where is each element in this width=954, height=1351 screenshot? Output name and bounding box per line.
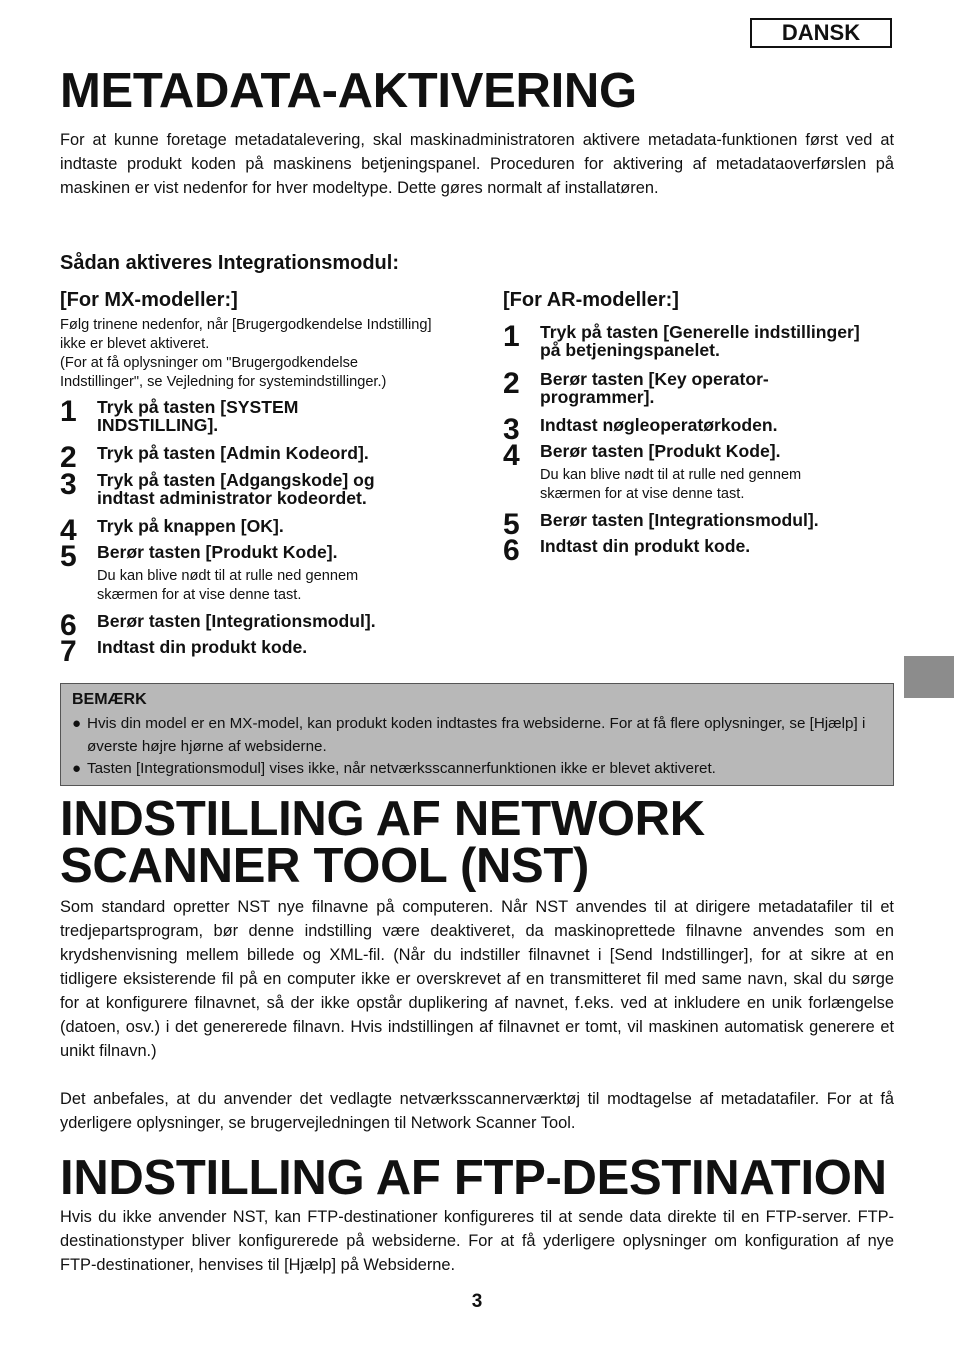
note-bullet-text: Tasten [Integrationsmodul] vises ikke, når netværksscannerfunktionen ikke er blevet aktiveret. xyxy=(87,760,716,777)
step-number: 2 xyxy=(503,367,520,400)
step-text: Berør tasten [Produkt Kode]. xyxy=(97,542,338,562)
step-number: 3 xyxy=(60,468,77,501)
page-number: 3 xyxy=(471,1291,483,1312)
step-text: Indtast nøgleoperatørkoden. xyxy=(540,415,778,435)
step-subnote: Du kan blive nødt til at rulle ned gennem skærmen for at vise denne tast. xyxy=(540,467,802,502)
step-text: Tryk på knappen [OK]. xyxy=(97,516,284,536)
step-text: Berør tasten [Integrationsmodul]. xyxy=(97,611,376,631)
note-title: BEMÆRK xyxy=(72,691,147,708)
step-number: 5 xyxy=(60,540,77,573)
step-number: 4 xyxy=(60,514,77,547)
step-number: 2 xyxy=(60,441,77,474)
note-bullet-text: Hvis din model er en MX-model, kan produkt koden indtastes fra websiderne. For at få flere oplysninger, se [Hjælp] i øverste højre hjørne af websiderne. xyxy=(87,715,866,755)
mx-note: Følg trinene nedenfor, når [Brugergodkendelse Indstilling] ikke er blevet aktiveret. (For at få oplysninger om "Brugergodkendelse Indstillinger", se Vejledning for systemindstillinger.) xyxy=(60,317,432,390)
nst-paragraph-1: Som standard opretter NST nye filnavne på computeren. Når NST anvendes til at dirigere metadatafiler til et tredjepartsprogram, bør denne indstilling være deaktiveret, da maskinoprettede filnavne anvendes som en krydshenvisning mellem billede og XML-fil. (Når du indstiller filnavnet i [Send Indstillinger], for at sikre at en tidligere eksisterende fil på en computer ikke er overskrevet af en transmitteret fil med same navn, skal du sørge for at konfigurere filnavnet, så der ikke opstår duplikering af navnet, f.eks. ved at inkludere en unik forlængelse (datoen, osv.) i det genererede filnavn. Hvis indstillingen af filnavnet er tomt, vil maskinen automatisk generere et unikt filnavn.) xyxy=(60,898,894,1060)
step-number: 3 xyxy=(503,413,520,446)
step-text: Indtast din produkt kode. xyxy=(540,536,751,556)
step-text: Indtast din produkt kode. xyxy=(97,637,308,657)
step-number: 6 xyxy=(60,609,77,642)
step-number: 1 xyxy=(503,320,520,353)
step-text: Tryk på tasten [Admin Kodeord]. xyxy=(97,443,369,463)
step-number: 4 xyxy=(503,439,520,472)
step-text: Berør tasten [Integrationsmodul]. xyxy=(540,510,819,530)
step-subnote: Du kan blive nødt til at rulle ned gennem skærmen for at vise denne tast. xyxy=(97,568,359,603)
note-box xyxy=(60,683,894,786)
bullet-dot-icon: ● xyxy=(72,760,82,777)
step-text: Berør tasten [Produkt Kode]. xyxy=(540,441,781,461)
ftp-paragraph: Hvis du ikke anvender NST, kan FTP-destinationer konfigureres til at sende data direkte til en FTP-server. FTP-destinationstyper bliver konfigurerede på websiderne. For at få yderligere oplysninger om konfiguration af nye FTP-destinationer, henvises til [Hjælp] på Websiderne. xyxy=(60,1208,894,1274)
section-thumb-tab xyxy=(904,656,954,698)
step-number: 7 xyxy=(60,635,77,668)
intro-paragraph: For at kunne foretage metadatalevering, skal maskinadministratoren aktivere metadata-funktionen først ved at indtaste produkt koden på maskinens betjeningspanel. Proceduren for aktivering af metadataoverførslen på maskinen er vist nedenfor for hver modeltype. Dette gøres normalt af installatøren. xyxy=(60,131,894,197)
step-text: Tryk på tasten [Generelle indstillinger] på betjeningspanelet. xyxy=(540,322,860,360)
step-text: Berør tasten [Key operator-programmer]. xyxy=(540,369,769,407)
ftp-title: INDSTILLING AF FTP-DESTINATION xyxy=(60,1151,887,1205)
bullet-dot-icon: ● xyxy=(72,715,82,732)
ar-heading: [For AR-modeller:] xyxy=(503,289,679,311)
step-text: Tryk på tasten [Adgangskode] og indtast administrator kodeordet. xyxy=(97,470,375,508)
step-number: 5 xyxy=(503,508,520,541)
step-text: Tryk på tasten [SYSTEM INDSTILLING]. xyxy=(97,397,299,435)
language-badge: DANSK xyxy=(750,18,892,48)
note-bullet-1 xyxy=(72,712,890,758)
nst-paragraph-2: Det anbefales, at du anvender det vedlagte netværksscannerværktøj til modtagelse af metadatafiler. For at få yderligere oplysninger, se brugervejledningen til Network Scanner Tool. xyxy=(60,1090,894,1132)
step-number: 6 xyxy=(503,534,520,567)
nst-title-line1: INDSTILLING AF NETWORK xyxy=(60,792,705,846)
step-number: 1 xyxy=(60,395,77,428)
page-title: METADATA-AKTIVERING xyxy=(60,64,637,118)
nst-title-line2: SCANNER TOOL (NST) xyxy=(60,839,590,893)
integration-subheading: Sådan aktiveres Integrationsmodul: xyxy=(60,252,399,274)
mx-heading: [For MX-modeller:] xyxy=(60,289,238,311)
note-bullet-2 xyxy=(72,757,890,780)
